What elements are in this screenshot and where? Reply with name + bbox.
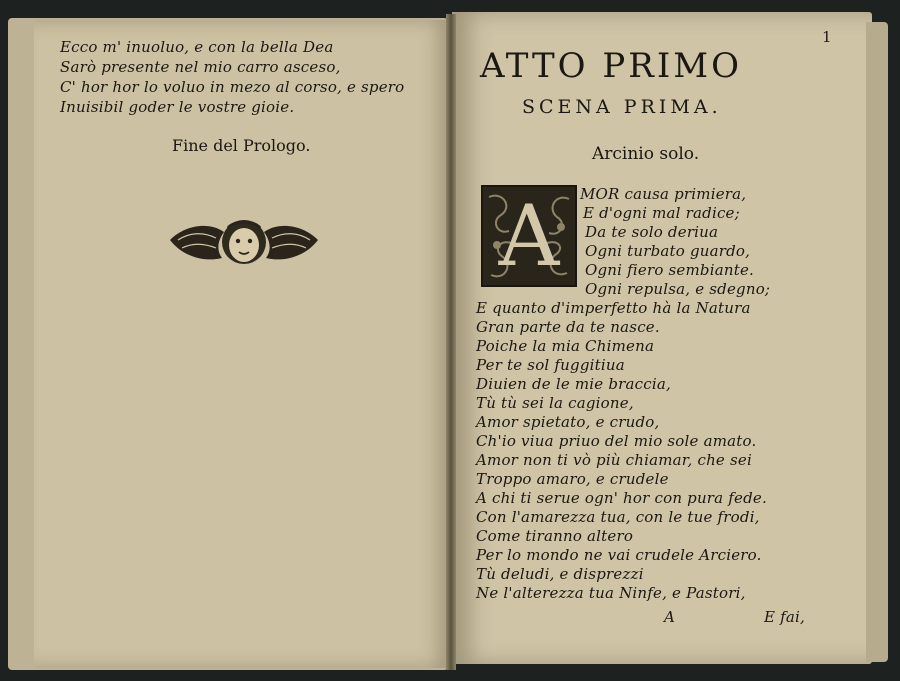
catchword: E fai, xyxy=(764,608,805,626)
left-verse-line-2: Sarò presente nel mio carro asceso, xyxy=(60,58,341,76)
left-page xyxy=(34,20,452,668)
verse-line-15: Amor non ti vò più chiamar, che sei xyxy=(476,451,752,469)
initial-letter: A xyxy=(498,187,560,285)
verse-line-7: E quanto d'imperfetto hà la Natura xyxy=(476,299,751,317)
verse-line-1: MOR causa primiera, xyxy=(580,185,747,203)
end-of-prologue-label: Fine del Prologo. xyxy=(172,136,311,155)
left-verse-line-4: Inuisibil goder le vostre gioie. xyxy=(60,98,295,116)
verse-line-2: E d'ogni mal radice; xyxy=(583,204,740,222)
verse-line-13: Amor spietato, e crudo, xyxy=(476,413,660,431)
verse-line-21: Tù deludi, e disprezzi xyxy=(476,565,644,583)
verse-line-12: Tù tù sei la cagione, xyxy=(476,394,634,412)
scene-title: SCENA PRIMA. xyxy=(522,96,722,118)
book-gutter xyxy=(446,14,456,670)
signature-mark: A xyxy=(664,608,676,626)
verse-line-4: Ogni turbato guardo, xyxy=(585,242,751,260)
verse-line-20: Per lo mondo ne vai crudele Arciero. xyxy=(476,546,762,564)
verse-line-14: Ch'io viua priuo del mio sole amato. xyxy=(476,432,757,450)
left-verse-line-3: C' hor hor lo voluo in mezo al corso, e spero xyxy=(60,78,405,96)
verse-line-6: Ogni repulsa, e sdegno; xyxy=(585,280,771,298)
page-number: 1 xyxy=(822,28,832,46)
verse-line-18: Con l'amarezza tua, con le tue frodi, xyxy=(476,508,760,526)
act-title: ATTO PRIMO xyxy=(480,46,742,86)
verse-line-19: Come tiranno altero xyxy=(476,527,634,545)
speaker-label: Arcinio solo. xyxy=(592,144,700,164)
decorated-initial xyxy=(481,185,577,287)
verse-line-17: A chi ti serue ogn' hor con pura fede. xyxy=(476,489,767,507)
verse-line-5: Ogni fiero sembiante. xyxy=(585,261,754,279)
verse-line-9: Poiche la mia Chimena xyxy=(476,337,655,355)
verse-line-8: Gran parte da te nasce. xyxy=(476,318,660,336)
verse-line-10: Per te sol fuggitiua xyxy=(476,356,625,374)
verse-line-3: Da te solo deriua xyxy=(585,223,719,241)
cherub-head-ornament-icon xyxy=(166,210,322,272)
verse-line-22: Ne l'alterezza tua Ninfe, e Pastori, xyxy=(476,584,746,602)
verse-line-11: Diuien de le mie braccia, xyxy=(476,375,671,393)
left-verse-line-1: Ecco m' inuoluo, e con la bella Dea xyxy=(60,38,334,56)
right-page-edge-stack xyxy=(866,22,888,662)
verse-line-16: Troppo amaro, e crudele xyxy=(476,470,669,488)
